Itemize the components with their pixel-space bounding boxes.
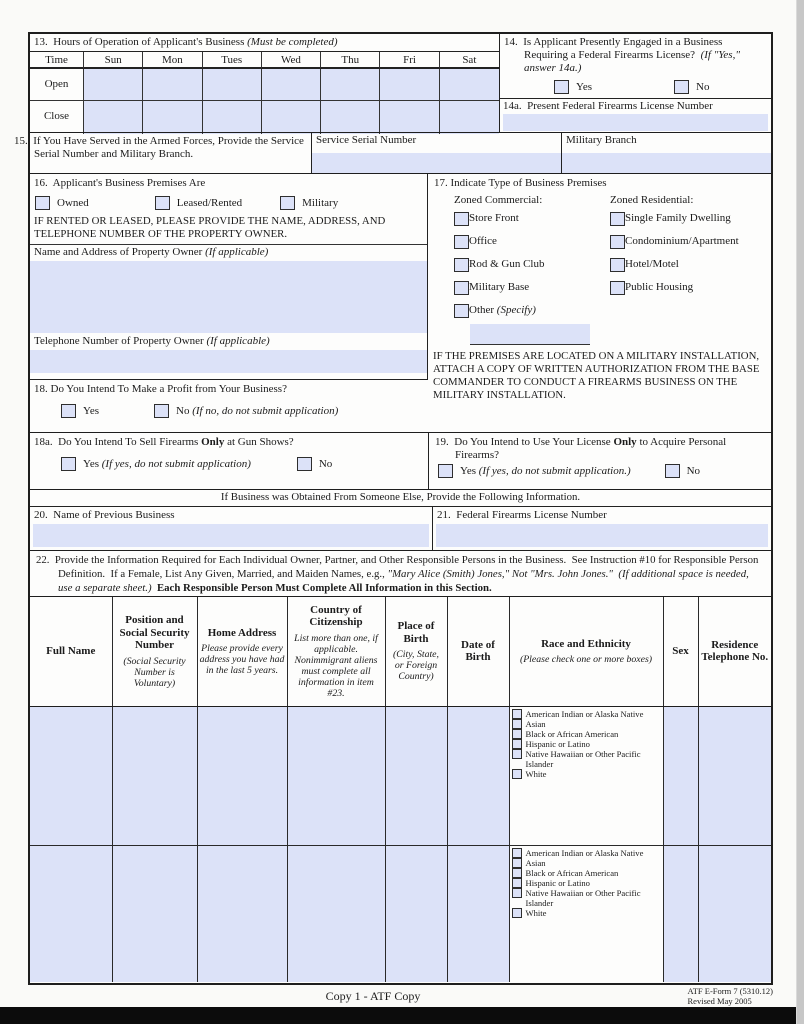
item14-no-checkbox[interactable] <box>674 80 689 94</box>
item18a-question-bold: Only <box>201 436 225 448</box>
item18-no-checkbox[interactable] <box>154 404 169 418</box>
item18-question: 18. Do You Intend To Make a Profit from Your Business? <box>34 383 287 395</box>
row2-place-of-birth-input[interactable] <box>385 845 447 982</box>
other-premises-specify-input[interactable] <box>470 324 590 345</box>
premises-owned-label: Owned <box>57 196 89 209</box>
hours-close-fri-input[interactable] <box>380 101 439 134</box>
military-installation-note: IF THE PREMISES ARE LOCATED ON A MILITARY INSTALLATION, ATTACH A COPY OF WRITTEN AUTHORIZATION FROM THE BASE COMMANDER TO CONDUCT A FIREARMS BUSINESS ON THE MILITARY INSTALLATION. <box>433 350 760 401</box>
item18-no-label <box>176 405 338 418</box>
row1-race-black-checkbox[interactable] <box>512 729 522 739</box>
section-19-personal-firearms <box>428 432 771 489</box>
service-serial-number-label: Service Serial Number <box>316 134 417 146</box>
item19-yes-checkbox[interactable] <box>438 464 453 478</box>
scan-bottom-edge <box>0 1007 804 1024</box>
item19-question-post: to Acquire Personal Firearms? <box>455 436 729 461</box>
person-row-1 <box>30 706 771 845</box>
item14-question <box>504 36 767 75</box>
hours-open-thu-input[interactable] <box>321 69 380 101</box>
item18a-yes-label <box>83 458 251 471</box>
item18a-yes-italic: (If yes, do not submit application) <box>101 457 251 470</box>
hours-close-sat-input[interactable] <box>440 101 499 134</box>
hours-col-thu: Thu <box>321 52 380 69</box>
service-serial-number-input[interactable] <box>312 153 561 173</box>
row1-race-hispanic-checkbox[interactable] <box>512 739 522 749</box>
previous-business-banner: If Business was Obtained From Someone Else, Provide the Following Information. <box>30 489 771 506</box>
row1-date-of-birth-input[interactable] <box>447 706 509 845</box>
section-14a-license-number <box>500 98 771 132</box>
col-date-of-birth: Date of Birth <box>447 597 509 706</box>
item13-title-text: 13. Hours of Operation of Applicant's Business <box>34 36 248 48</box>
condominium-apartment-label: Condominium/Apartment <box>625 235 739 247</box>
hours-open-mon-input[interactable] <box>143 69 202 101</box>
property-owner-name-address-input[interactable] <box>30 261 427 333</box>
other-premises-checkbox[interactable] <box>454 304 469 318</box>
item18a-question-pre: 18a. Do You Intend To Sell Firearms <box>34 436 202 448</box>
col-citizenship: Country of Citizenship List more than one, if applicable. Nonimmigrant aliens must complete all information in item #23. <box>287 597 385 706</box>
item22-text-italic: "Mary Alice (Smith) Jones," Not "Mrs. John Jones." (If additional space is needed, use a separate sheet.) <box>58 568 752 594</box>
previous-business-name-input[interactable] <box>33 524 429 547</box>
rod-gun-club-checkbox[interactable] <box>454 258 469 272</box>
form-number: ATF E-Form 7 (5310.12) <box>687 986 773 996</box>
hours-open-fri-input[interactable] <box>380 69 439 101</box>
hours-row-close-label: Close <box>30 101 84 134</box>
item19-yes-text: Yes <box>460 464 479 477</box>
military-base-label: Military Base <box>469 281 530 293</box>
item19-question-bold: Only <box>613 436 637 448</box>
item18a-no-label: No <box>318 457 333 470</box>
hours-col-time: Time <box>30 52 84 69</box>
responsible-persons-table <box>30 596 771 983</box>
hours-col-sun: Sun <box>84 52 143 69</box>
row1-race-white-checkbox[interactable] <box>512 769 522 779</box>
item15-branch-cell <box>562 133 771 173</box>
property-owner-phone-label-italic: (If applicable) <box>206 335 270 347</box>
item16-rented-note: IF RENTED OR LEASED, PLEASE PROVIDE THE NAME, ADDRESS, AND TELEPHONE NUMBER OF THE PROPERTY OWNER. <box>34 215 386 240</box>
item17-zone-headings <box>428 194 771 207</box>
property-owner-label-italic: (If applicable) <box>205 246 269 258</box>
item22-text-bold: Each Responsible Person Must Complete All Information in this Section. <box>156 582 492 594</box>
item19-question <box>435 436 767 462</box>
col-home-address: Home Address Please provide every address you have had in the last 5 years. <box>197 597 287 706</box>
item18a-question <box>34 436 424 449</box>
hotel-motel-label: Hotel/Motel <box>625 258 679 270</box>
col-place-of-birth: Place of Birth (City, State, or Foreign Country) <box>385 597 447 706</box>
item22-text <box>36 553 765 595</box>
item17-options-grid <box>428 207 771 322</box>
hours-close-wed-input[interactable] <box>262 101 321 134</box>
row2-race-cell: American Indian or Alaska Native Asian Black or African American Hispanic or Latino Native Hawaiian or Other Pacific Islander White <box>509 845 663 982</box>
person-row-2 <box>30 845 771 982</box>
row2-race-american-indian-checkbox[interactable] <box>512 848 522 858</box>
single-family-dwelling-label: Single Family Dwelling <box>625 212 731 224</box>
hours-row-open-label: Open <box>30 69 84 101</box>
public-housing-checkbox[interactable] <box>610 281 625 295</box>
row2-race-black-checkbox[interactable] <box>512 868 522 878</box>
item18a-yes-text: Yes <box>83 457 102 470</box>
section-17-premises-type <box>428 174 771 432</box>
item18a-question-post: at Gun Shows? <box>224 436 294 448</box>
other-premises-label <box>469 304 536 317</box>
item16-title: 16. Applicant's Business Premises Are <box>34 177 206 189</box>
row2-race-white-checkbox[interactable] <box>512 908 522 918</box>
item14-yes-no-row <box>504 80 767 94</box>
item18-no-italic: (If no, do not submit application) <box>192 404 339 417</box>
item19-no-label: No <box>686 464 701 477</box>
row1-race-asian-checkbox[interactable] <box>512 719 522 729</box>
hours-col-sat: Sat <box>440 52 499 69</box>
form-revision-date: Revised May 2005 <box>687 996 752 1006</box>
item18-yes-no-row <box>34 404 424 418</box>
row1-residence-phone-input[interactable] <box>698 706 771 845</box>
atf-form-page <box>14 32 773 985</box>
other-label-italic: (Specify) <box>496 304 536 316</box>
row1-sex-input[interactable] <box>663 706 698 845</box>
item14-question-italic: (If "Yes," answer 14a.) <box>524 49 743 74</box>
premises-owned-checkbox[interactable] <box>35 196 50 210</box>
row1-race-american-indian-checkbox[interactable] <box>512 709 522 719</box>
military-branch-label: Military Branch <box>566 134 637 146</box>
zoned-commercial-heading: Zoned Commercial: <box>454 194 543 206</box>
item19-yes-label <box>460 465 631 478</box>
item21-label: 21. Federal Firearms License Number <box>437 509 607 521</box>
section-22-instructions <box>30 550 771 596</box>
hours-open-tues-input[interactable] <box>203 69 262 101</box>
item13-title-italic: (Must be completed) <box>247 36 338 48</box>
property-owner-label <box>30 244 427 260</box>
hours-col-fri: Fri <box>380 52 439 69</box>
item14a-license-number-input[interactable] <box>503 114 768 131</box>
row2-residence-phone-input[interactable] <box>698 845 771 982</box>
hours-col-mon: Mon <box>143 52 202 69</box>
item17-title: 17. Indicate Type of Business Premises <box>434 177 607 189</box>
hours-open-wed-input[interactable] <box>262 69 321 101</box>
col-position-ssn: Position and Social Security Number (Social Security Number is Voluntary) <box>112 597 197 706</box>
premises-military-checkbox[interactable] <box>280 196 295 210</box>
premises-leased-checkbox[interactable] <box>155 196 170 210</box>
item14-no-label: No <box>696 80 710 93</box>
row2-sex-input[interactable] <box>663 845 698 982</box>
store-front-label: Store Front <box>469 212 519 224</box>
item20-label: 20. Name of Previous Business <box>34 509 175 521</box>
row1-race-cell: American Indian or Alaska Native Asian Black or African American Hispanic or Latino Native Hawaiian or Other Pacific Islander White <box>509 706 663 845</box>
zoned-residential-heading: Zoned Residential: <box>610 194 694 206</box>
item19-no-checkbox[interactable] <box>665 464 680 478</box>
premises-leased-label: Leased/Rented <box>176 196 243 209</box>
other-label-text: Other <box>469 304 497 316</box>
hours-col-wed: Wed <box>262 52 321 69</box>
section-21-ffl-number <box>432 506 771 550</box>
condominium-apartment-checkbox[interactable] <box>610 235 625 249</box>
item19-yes-italic: (If yes, do not submit application.) <box>478 464 631 477</box>
item19-question-pre: 19. Do You Intend to Use Your License <box>435 436 614 448</box>
item18a-no-checkbox[interactable] <box>297 457 312 471</box>
item16-options-row <box>30 196 427 210</box>
row1-home-address-input[interactable] <box>197 706 287 845</box>
section-15-armed-forces <box>14 132 771 174</box>
rod-gun-club-label: Rod & Gun Club <box>469 258 545 270</box>
federal-firearms-license-number-input[interactable] <box>436 524 768 547</box>
hours-open-sun-input[interactable] <box>84 69 143 101</box>
item18a-yes-checkbox[interactable] <box>61 457 76 471</box>
row2-home-address-input[interactable] <box>197 845 287 982</box>
item14a-label: 14a. Present Federal Firearms License Number <box>503 100 713 112</box>
office-label: Office <box>469 235 497 247</box>
col-residence-phone: Residence Telephone No. <box>698 597 771 706</box>
item18-no-text: No <box>176 404 193 417</box>
hotel-motel-checkbox[interactable] <box>610 258 625 272</box>
property-owner-phone-label-text: Telephone Number of Property Owner <box>34 335 207 347</box>
item15-serial-cell <box>312 133 562 173</box>
hours-close-tues-input[interactable] <box>203 101 262 134</box>
hours-col-tues: Tues <box>203 52 262 69</box>
row2-citizenship-input[interactable] <box>287 845 385 982</box>
hours-close-mon-input[interactable] <box>143 101 202 134</box>
property-owner-phone-label <box>30 333 427 348</box>
row2-race-hispanic-checkbox[interactable] <box>512 878 522 888</box>
row1-position-ssn-input[interactable] <box>112 706 197 845</box>
scan-right-edge <box>796 0 804 1024</box>
row2-date-of-birth-input[interactable] <box>447 845 509 982</box>
hours-open-sat-input[interactable] <box>440 69 499 101</box>
item14-question-text: 14. Is Applicant Presently Engaged in a Business Requiring a Federal Firearms License? <box>504 36 726 61</box>
section-18a-gun-shows <box>30 432 428 489</box>
item15-label: 15. If You Have Served in the Armed Forces, Provide the Service Serial Number and Military Branch. <box>30 133 312 173</box>
item18a-yes-no-row <box>34 457 424 471</box>
premises-military-label: Military <box>302 196 339 209</box>
item14-yes-checkbox[interactable] <box>554 80 569 94</box>
hours-close-sun-input[interactable] <box>84 101 143 134</box>
item18-yes-label: Yes <box>83 404 100 417</box>
row1-race-hawaiian-checkbox[interactable] <box>512 749 522 759</box>
col-race-ethnicity: Race and Ethnicity (Please check one or more boxes) <box>509 597 663 706</box>
row2-position-ssn-input[interactable] <box>112 845 197 982</box>
row2-full-name-input[interactable] <box>30 845 112 982</box>
hours-of-operation-table <box>30 51 499 134</box>
office-checkbox[interactable] <box>454 235 469 249</box>
item18-yes-checkbox[interactable] <box>61 404 76 418</box>
table-header-row <box>30 597 771 706</box>
section-13-hours <box>30 34 500 132</box>
row1-place-of-birth-input[interactable] <box>385 706 447 845</box>
military-branch-input[interactable] <box>562 153 771 173</box>
section-20-previous-business <box>30 506 432 550</box>
single-family-dwelling-checkbox[interactable] <box>610 212 625 226</box>
section-16-premises <box>30 174 428 379</box>
item19-yes-no-row <box>435 464 767 478</box>
public-housing-label: Public Housing <box>625 281 694 293</box>
row2-race-hawaiian-checkbox[interactable] <box>512 888 522 898</box>
property-owner-label-text: Name and Address of Property Owner <box>34 246 206 258</box>
section-18-profit <box>30 379 428 432</box>
form-number-block <box>688 986 773 1006</box>
row2-race-asian-checkbox[interactable] <box>512 858 522 868</box>
item22-text-normal: 22. Provide the Information Required for Each Individual Owner, Partner, and Other Responsible Persons in the Business. See Instruction #10 for Responsible Person Definition. If a Female, List Any Given, Married, and Maiden Names, e.g., <box>36 554 762 580</box>
item14-yes-label: Yes <box>576 80 593 93</box>
col-sex: Sex <box>663 597 698 706</box>
military-base-checkbox[interactable] <box>454 281 469 295</box>
col-full-name: Full Name <box>30 597 112 706</box>
row1-citizenship-input[interactable] <box>287 706 385 845</box>
store-front-checkbox[interactable] <box>454 212 469 226</box>
copy-designation: Copy 1 - ATF Copy <box>325 989 421 1003</box>
section-14-ffl-question <box>500 34 771 98</box>
hours-close-thu-input[interactable] <box>321 101 380 134</box>
item13-title <box>30 34 499 50</box>
property-owner-phone-input[interactable] <box>30 350 427 373</box>
row1-full-name-input[interactable] <box>30 706 112 845</box>
